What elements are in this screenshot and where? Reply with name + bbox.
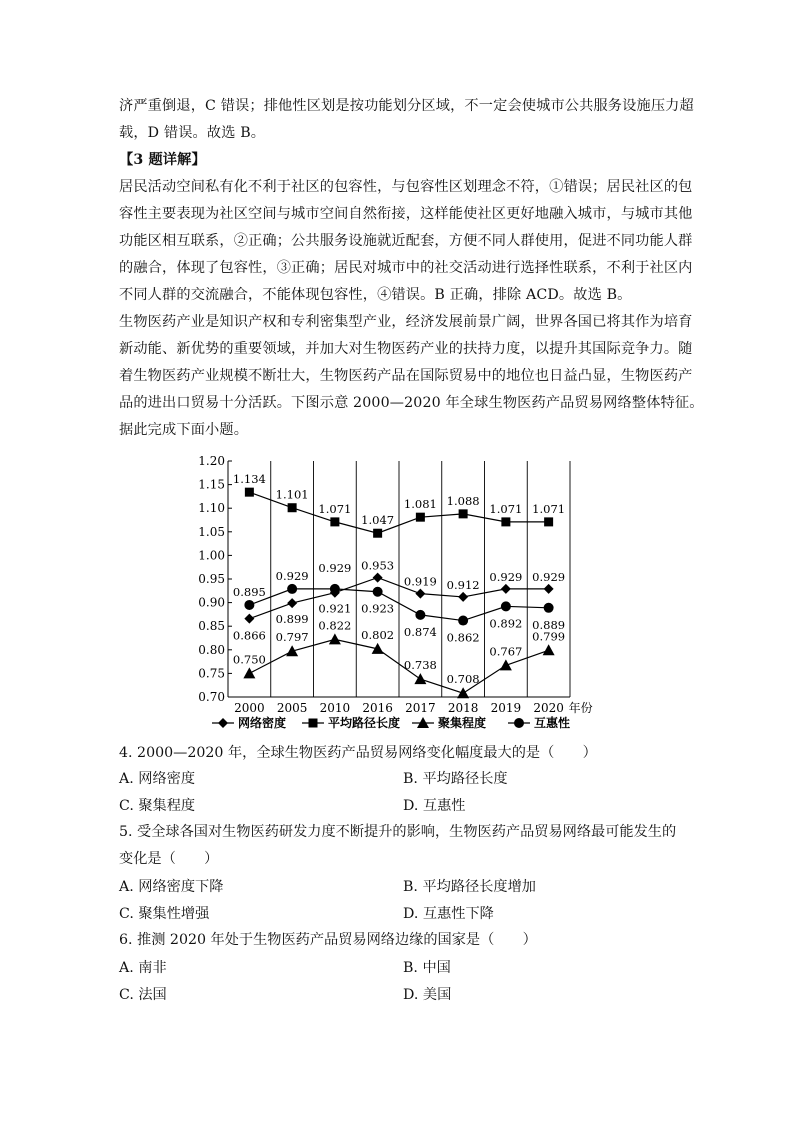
data-label: 1.088 [446,493,480,508]
text-line: 济严重倒退，C 错误；排他性区划是按功能划分区域，不一定会使城市公共服务设施压力超 [119,98,694,114]
data-label: 0.899 [275,612,309,627]
data-point [245,488,254,497]
q4-option-c[interactable]: C. 聚集程度 [119,798,196,814]
y-tick-label: 0.80 [198,642,225,657]
text-line: 容性主要表现为社区空间与城市空间自然衔接，这样能使社区更好地融入城市，与城市其他 [119,206,693,222]
text-line: 着生物医药产业规模不断壮大，生物医药产品在国际贸易中的地位也日益凸显，生物医药产 [119,368,693,384]
data-label: 0.822 [318,618,352,633]
q6-option-d[interactable]: D. 美国 [403,987,452,1003]
y-tick-label: 0.95 [198,572,225,586]
legend-label: 网络密度 [238,716,287,730]
data-point [373,573,383,583]
q5-option-b[interactable]: B. 平均路径长度增加 [403,879,536,895]
data-label: 0.797 [275,630,309,645]
q4-option-b[interactable]: B. 平均路径长度 [403,771,508,787]
data-label: 0.874 [403,624,437,639]
question-4 [119,740,679,767]
x-axis-unit: 年份 [568,701,593,715]
y-tick-label: 1.00 [198,548,225,563]
data-label: 0.889 [532,617,566,632]
data-point [243,667,255,678]
data-point [286,645,298,656]
data-point [501,517,510,526]
q5-option-d[interactable]: D. 互惠性下降 [403,906,494,922]
x-tick-label: 2018 [447,701,479,715]
question-stem: 5. 受全球各国对生物医药研发力度不断提升的影响，生物医药产品贸易网络最可能发生的 [119,824,677,840]
x-tick-label: 2000 [234,701,265,715]
data-label: 0.892 [489,616,523,631]
q4-option-d[interactable]: D. 互惠性 [403,798,466,814]
text-line: 新动能、新优势的重要领域，并加大对生物医药产业的扶持力度，以提升其国际竞争力。随 [119,341,693,357]
data-point [287,584,297,594]
data-label: 0.708 [446,672,480,687]
data-point [287,598,297,608]
data-label: 0.929 [489,569,523,584]
data-label: 0.802 [361,627,395,642]
x-tick-label: 2005 [276,701,308,715]
data-point [416,513,425,522]
q4-option-a[interactable]: A. 网络密度 [119,771,196,787]
data-point [288,503,297,512]
q6-option-c[interactable]: C. 法国 [119,987,167,1003]
y-tick-label: 1.05 [198,524,225,539]
text-line: 居民活动空间私有化不利于社区的包容性，与包容性区划理念不符，①错误；居民社区的包 [119,179,693,195]
question-stem: 变化是（ ） [119,851,219,867]
text-line: 的融合，体现了包容性，③正确；居民对城市中的社交活动进行选择性联系，不利于社区内 [119,260,693,276]
data-point [543,644,555,655]
data-label: 0.921 [318,601,352,616]
q5-option-c[interactable]: C. 聚集性增强 [119,906,210,922]
data-point [544,603,554,613]
data-label: 0.767 [489,644,523,659]
q6-option-a[interactable]: A. 南非 [119,960,167,976]
data-label: 1.134 [232,472,266,487]
data-label: 0.912 [446,577,480,592]
data-point [330,584,340,594]
q6-option-b[interactable]: B. 中国 [403,960,451,976]
data-label: 1.047 [361,513,395,528]
text-line: 品的进出口贸易十分活跃。下图示意 2000—2020 年全球生物医药产品贸易网络整体特征。 [119,395,704,411]
y-tick-label: 1.10 [198,501,225,516]
question-5 [119,819,679,873]
data-point [415,589,425,599]
data-point [457,687,469,698]
y-tick-label: 1.15 [198,477,225,492]
data-point [544,517,553,526]
data-point [373,529,382,538]
text-line: 据此完成下面小题。 [119,422,249,438]
material-paragraph [119,309,704,444]
data-label: 0.929 [275,568,309,583]
data-label: 0.866 [232,628,266,643]
question-3-heading: 【3 题详解】 [119,152,206,168]
text-line: 功能区相互联系，②正确；公共服务设施就近配套，方便不同人群使用，促进不同功能人群 [119,233,693,249]
data-point [459,509,468,518]
data-label: 0.929 [532,569,566,584]
answer-explanation-3 [119,174,693,309]
data-point [329,633,341,644]
y-tick-label: 0.85 [198,619,225,634]
trade-network-chart [190,452,610,734]
x-tick-label: 2016 [362,701,393,715]
question-6 [119,927,679,954]
data-point [501,584,511,594]
data-label: 0.919 [403,574,437,589]
data-label: 0.750 [232,652,266,667]
data-label: 1.071 [489,501,523,516]
data-point [244,614,254,624]
data-label: 0.799 [532,629,566,644]
question-stem: 4. 2000—2020 年，全球生物医药产品贸易网络变化幅度最大的是（ ） [119,745,597,761]
y-tick-label: 0.70 [198,690,225,704]
y-tick-label: 0.75 [198,666,225,681]
data-label: 0.923 [361,601,395,616]
text-line: 载，D 错误。故选 B。 [119,125,266,141]
answer-explanation-2-end [119,93,694,147]
data-point [373,587,383,597]
data-label: 0.953 [361,558,395,573]
q5-option-a[interactable]: A. 网络密度下降 [119,879,224,895]
x-tick-label: 2010 [319,701,351,715]
data-label: 0.862 [446,630,480,645]
question-stem: 6. 推测 2020 年处于生物医药产品贸易网络边缘的国家是（ ） [119,932,537,948]
x-tick-label: 2017 [405,701,436,715]
data-point [244,600,254,610]
data-point [500,659,512,670]
data-point [458,592,468,602]
text-line: 生物医药产业是知识产权和专利密集型产业，经济发展前景广阔，世界各国已将其作为培育 [119,314,693,330]
legend-label: 聚集程度 [438,716,487,730]
text-line: 不同人群的交流融合，不能体现包容性，④错误。B 正确，排除 ACD。故选 B。 [119,287,632,303]
legend-marker [218,718,228,728]
x-tick-label: 2019 [490,701,522,715]
data-label: 1.071 [532,501,566,516]
data-label: 0.929 [318,560,352,575]
data-label: 1.071 [318,501,352,516]
data-label: 0.895 [232,584,266,599]
data-label: 0.738 [403,658,437,673]
y-tick-label: 1.20 [198,454,225,468]
data-point [415,610,425,620]
y-tick-label: 0.90 [198,595,225,610]
data-label: 1.081 [403,497,437,512]
legend-label: 互惠性 [534,716,571,730]
data-point [501,601,511,611]
legend-marker [514,718,524,728]
data-point [544,584,554,594]
x-tick-label: 2020 [533,701,564,715]
data-point [458,616,468,626]
legend-marker [309,719,318,728]
data-label: 1.101 [275,487,309,502]
data-point [330,517,339,526]
legend-label: 平均路径长度 [328,716,401,730]
data-point [414,673,426,684]
